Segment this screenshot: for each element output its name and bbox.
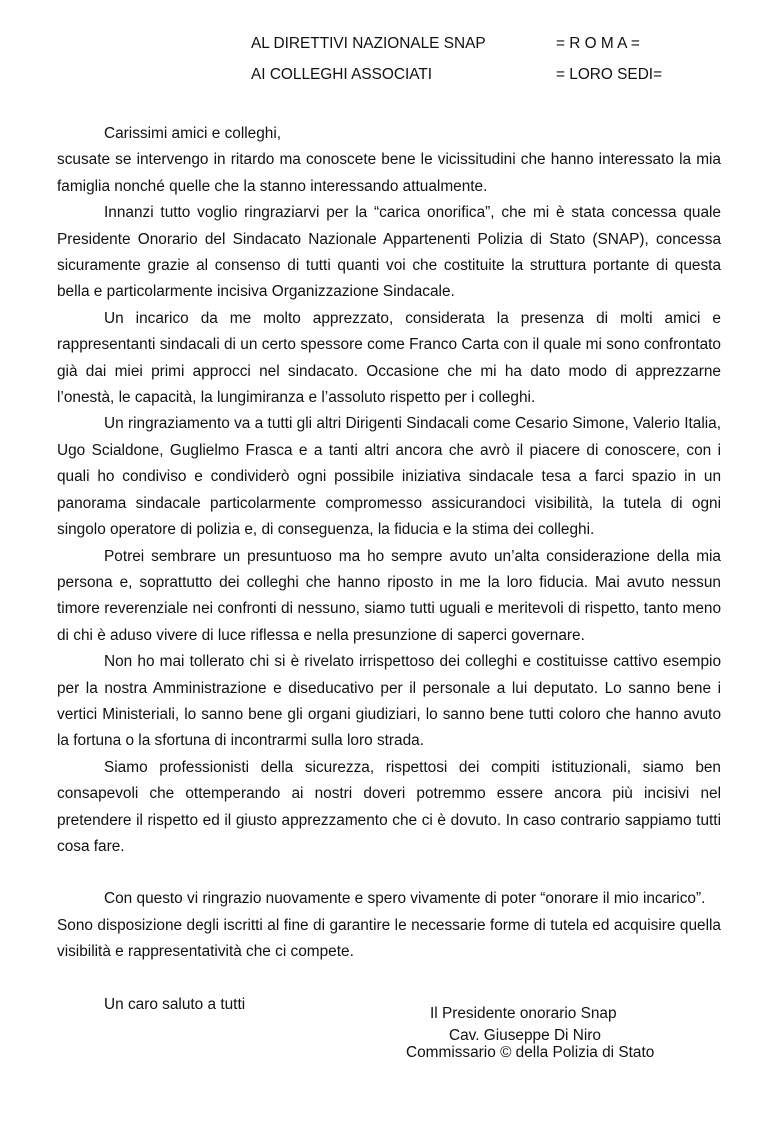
- letter-body: [57, 121, 721, 1018]
- greeting: Carissimi amici e colleghi,: [104, 125, 282, 142]
- paragraph-thanks: Innanzi tutto voglio ringraziarvi per la “carica onorifica”, che mi è stata concessa quale Presidente Onorario del Sindacato Nazionale Appartenenti Polizia di Stato (SNAP), concessa sicuramente grazie al consenso di tutti quanti voi che costituite la struttura portante di questa bella e particolarmente incisiva Organizzazione Sindacale.: [57, 204, 721, 301]
- recipient-1-name: AL DIRETTIVI NAZIONALE SNAP: [251, 35, 486, 52]
- recipient-2-place: = LORO SEDI=: [556, 66, 663, 83]
- paragraph-professionals: Siamo professionisti della sicurezza, rispettosi dei compiti istituzionali, siamo ben consapevoli che ottemperando ai nostri doveri potremmo essere ancora più incisivi nel pretendere il rispetto ed il giusto apprezzamento che ci è dovuto. In caso contrario sappiamo tutti cosa fare.: [57, 758, 721, 855]
- paragraph-leaders: Un ringraziamento va a tutti gli altri Dirigenti Sindacali come Cesario Simone, Valerio Italia, Ugo Scialdone, Guglielmo Frasca e a tanti altri ancora che avrò il piacere di conoscere, con i quali ho condiviso e condividerò ogni possibile iniziativa sindacale tesa a farci spazio in un panorama sindacale particolarmente compromesso assicurandoci visibilità, la tutela di ogni singolo operatore di polizia e, di conseguenza, la fiducia e la stima dei colleghi.: [57, 415, 721, 539]
- signature-title: Commissario © della Polizia di Stato: [406, 1044, 655, 1061]
- paragraph-closing: Con questo vi ringrazio nuovamente e spero vivamente di poter “onorare il mio incarico”.: [104, 890, 706, 908]
- signature-role: Il Presidente onorario Snap: [430, 1005, 617, 1022]
- recipient-1-place: = R O M A =: [556, 35, 640, 52]
- signature-name: Cav. Giuseppe Di Niro: [449, 1027, 601, 1044]
- paragraph-appointment: Un incarico da me molto apprezzato, considerata la presenza di molti amici e rappresentanti sindacali di un certo spessore come Franco Carta con il quale mi sono confrontato già dai miei primi approcci nel sindacato. Occasione che mi ha dato modo di apprezzarne l’onestà, le capacità, la lungimiranza e l’assoluto rispetto per i colleghi.: [57, 309, 721, 407]
- paragraph-intro: scusate se intervengo in ritardo ma conoscete bene le vicissitudini che hanno interessato la mia famiglia nonché quelle che la stanno interessando attualmente.: [57, 151, 721, 195]
- paragraph-availability: Sono disposizione degli iscritti al fine di garantire le necessarie forme di tutela ed acquisire quella visibilità e rappresentatività che ci compete.: [57, 916, 721, 961]
- recipient-2-name: AI COLLEGHI ASSOCIATI: [251, 66, 433, 83]
- paragraph-tolerance: Non ho mai tollerato chi si è rivelato irrispettoso dei colleghi e costituisse cattivo esempio per la nostra Amministrazione e diseducativo per il personale a lui deputato. Lo sanno bene i vertici Ministeriali, lo sanno bene gli organi giudiziari, lo sanno bene tutti coloro che hanno avuto la fortuna o la sfortuna di incontrarmi sulla loro strada.: [57, 653, 721, 750]
- paragraph-consideration: Potrei sembrare un presuntuoso ma ho sempre avuto un’alta considerazione della mia persona e, soprattutto dei colleghi che hanno riposto in me la loro fiducia. Mai avuto nessun timore reverenziale nei confronti di nessuno, siamo tutti uguali e meritevoli di rispetto, tanto meno di chi è aduso vivere di luce riflessa e nella presunzione di saperci governare.: [57, 547, 721, 644]
- farewell: Un caro saluto a tutti: [104, 995, 246, 1013]
